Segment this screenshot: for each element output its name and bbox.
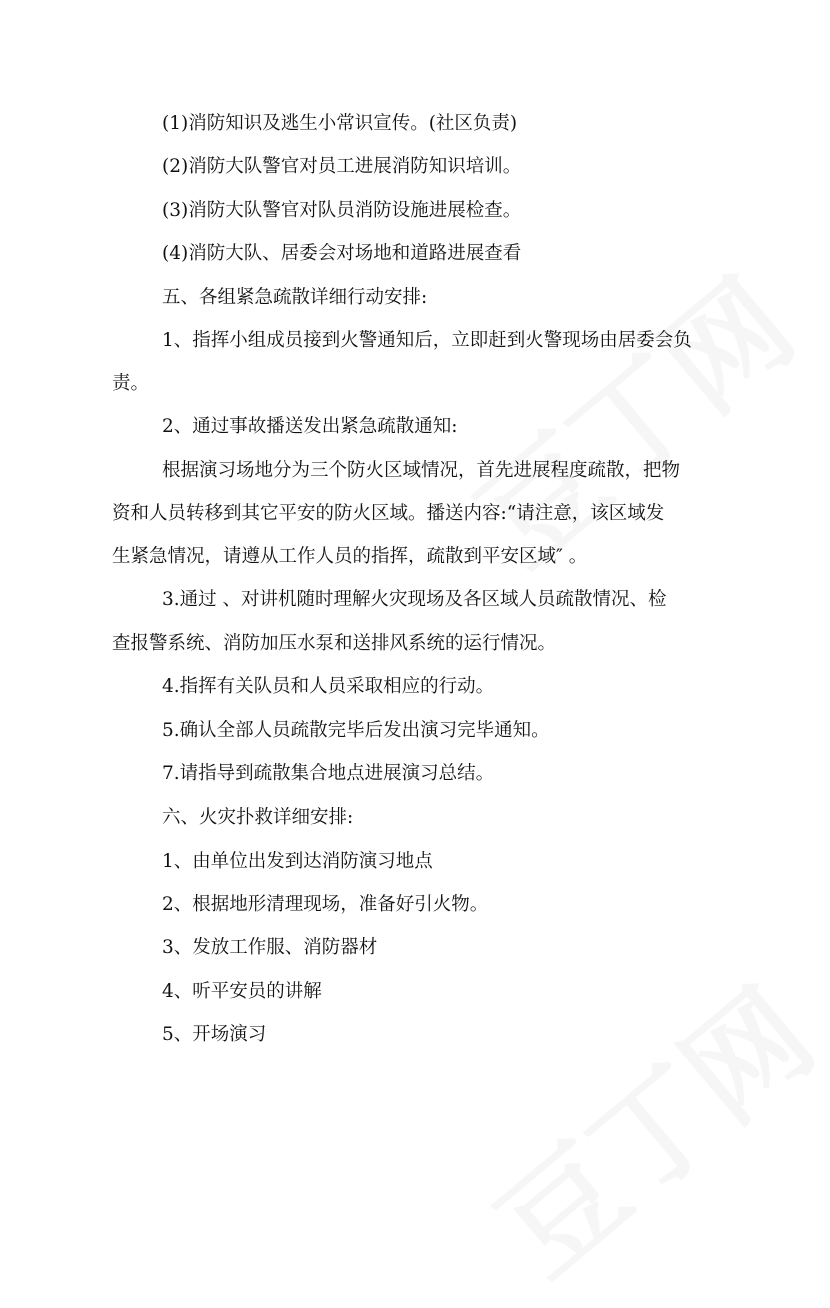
text-line: 5、开场演习 — [162, 1024, 267, 1045]
text-line: 资和人员转移到其它平安的防火区域。播送内容:“请注意，该区域发 — [112, 503, 665, 524]
text-line: 生紧急情况，请遵从工作人员的指挥，疏散到平安区域″ 。 — [112, 546, 588, 567]
text-line: (3)消防大队警官对队员消防设施进展检查。 — [162, 200, 522, 221]
text-line: 2、根据地形清理现场，准备好引火物。 — [162, 894, 489, 915]
text-line: (1)消防知识及逃生小常识宣传。(社区负责) — [162, 113, 518, 134]
text-line: 1、指挥小组成员接到火警通知后，立即赶到火警现场由居委会负 — [162, 330, 692, 351]
text-line: 根据演习场地分为三个防火区域情况，首先进展程度疏散，把物 — [162, 460, 681, 481]
text-line: (2)消防大队警官对员工进展消防知识培训。 — [162, 156, 522, 177]
section-heading: 五、各组紧急疏散详细行动安排: — [162, 287, 428, 308]
text-line: 3.通过 、对讲机随时理解火灾现场及各区域人员疏散情况、检 — [162, 589, 667, 610]
text-line: 5.确认全部人员疏散完毕后发出演习完毕通知。 — [162, 720, 550, 741]
text-line: 3、发放工作服、消防器材 — [162, 937, 378, 958]
text-line: 2、通过事故播送发出紧急疏散通知: — [162, 416, 458, 437]
text-line: (4)消防大队、居委会对场地和道路进展查看 — [162, 243, 522, 264]
text-line: 责。 — [112, 373, 150, 394]
text-line: 4、听平安员的讲解 — [162, 981, 322, 1002]
text-line: 查报警系统、消防加压水泵和送排风系统的运行情况。 — [112, 633, 557, 654]
text-line: 1、由单位出发到达消防演习地点 — [162, 851, 433, 872]
section-heading: 六、火灾扑救详细安排: — [162, 807, 354, 828]
text-line: 7.请指导到疏散集合地点进展演习总结。 — [162, 763, 495, 784]
text-line: 4.指挥有关队员和人员采取相应的行动。 — [162, 676, 495, 697]
